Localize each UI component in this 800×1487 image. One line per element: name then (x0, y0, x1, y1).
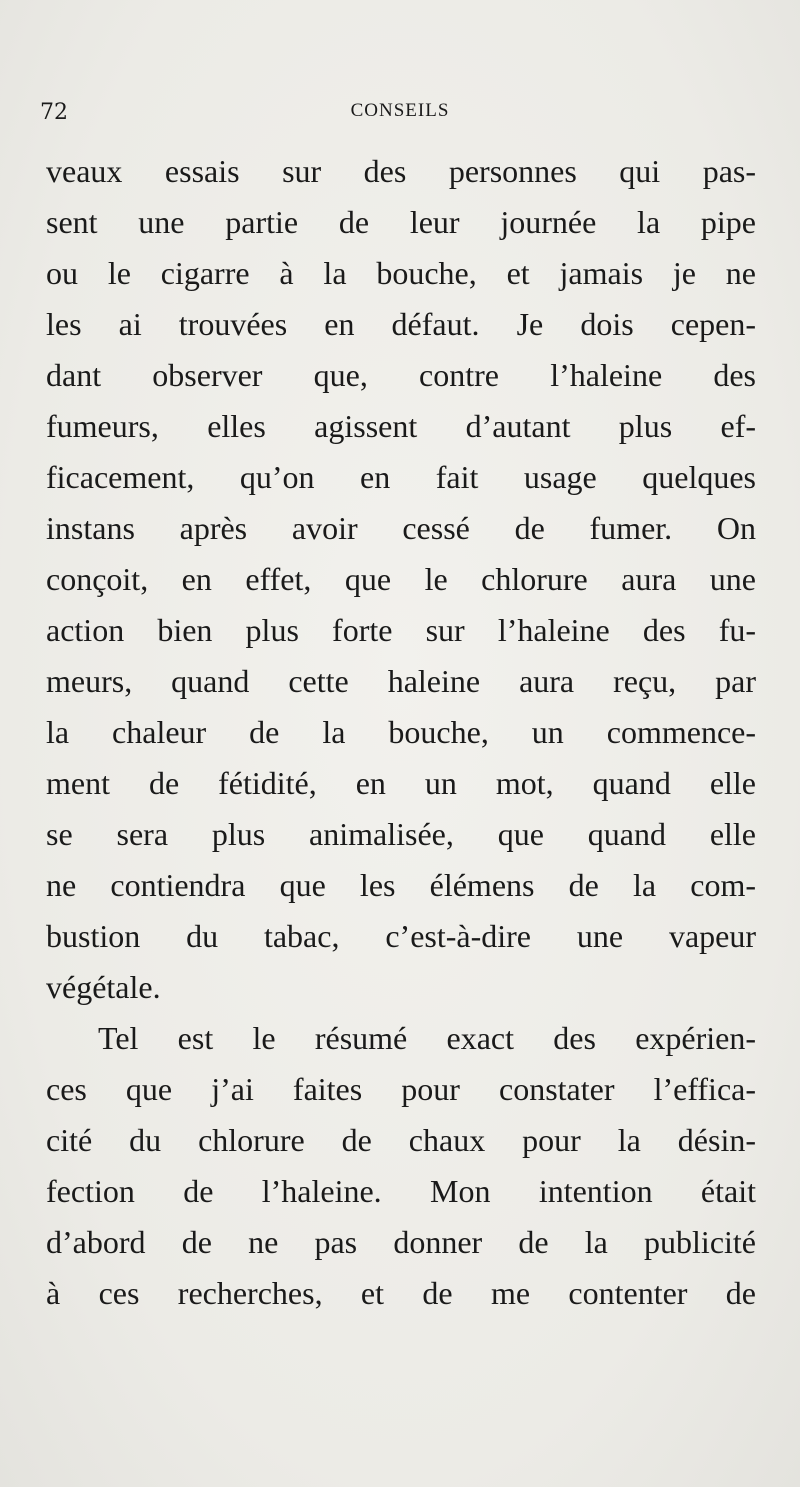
text-line: veaux essais sur des personnes qui pas- (46, 153, 756, 189)
text-line: fection de l’haleine. Mon intention était (46, 1173, 756, 1209)
text-line: ne contiendra que les élémens de la com- (46, 867, 756, 903)
text-line: d’abord de ne pas donner de la publicité (46, 1224, 756, 1260)
text-line: sent une partie de leur journée la pipe (46, 204, 756, 240)
running-head: CONSEILS (350, 100, 450, 121)
paragraph-2 (46, 1013, 756, 1319)
text-line: à ces recherches, et de me contenter de (46, 1275, 756, 1311)
text-line: ou le cigarre à la bouche, et jamais je ne (46, 255, 756, 291)
text-line: ficacement, qu’on en fait usage quelques (46, 459, 756, 495)
text-line: se sera plus animalisée, que quand elle (46, 816, 756, 852)
page-number: 72 (40, 100, 68, 125)
text-line: action bien plus forte sur l’haleine des fu- (46, 612, 756, 648)
text-line: conçoit, en effet, que le chlorure aura une (46, 561, 756, 597)
text-line: végétale. (46, 969, 161, 1005)
text-line: Tel est le résumé exact des expérien- (98, 1020, 756, 1056)
text-line: cité du chlorure de chaux pour la désin- (46, 1122, 756, 1158)
text-line: ment de fétidité, en un mot, quand elle (46, 765, 756, 801)
page-header (0, 100, 800, 132)
text-line: les ai trouvées en défaut. Je dois cepen- (46, 306, 756, 342)
body-text (46, 146, 756, 1319)
text-line: instans après avoir cessé de fumer. On (46, 510, 756, 546)
text-line: la chaleur de la bouche, un commence- (46, 714, 756, 750)
text-line: meurs, quand cette haleine aura reçu, par (46, 663, 756, 699)
text-line: fumeurs, elles agissent d’autant plus ef- (46, 408, 756, 444)
text-line: bustion du tabac, c’est-à-dire une vapeur (46, 918, 756, 954)
text-line: dant observer que, contre l’haleine des (46, 357, 756, 393)
text-line: ces que j’ai faites pour constater l’effica- (46, 1071, 756, 1107)
paragraph-1 (46, 146, 756, 1013)
